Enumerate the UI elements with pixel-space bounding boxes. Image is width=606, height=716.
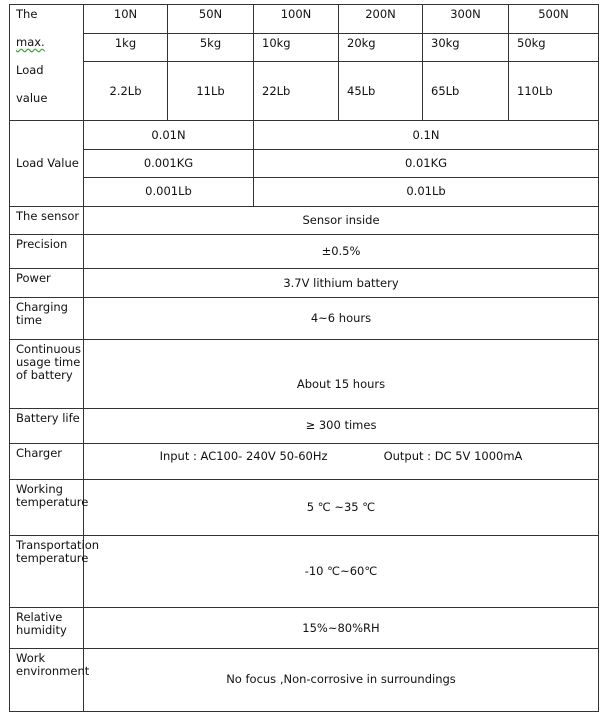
charger-input: Input : AC100- 240V 50-60Hz xyxy=(159,448,328,463)
capacity-200n: 200N xyxy=(339,5,423,34)
work-environment-label: Work environment xyxy=(10,648,84,711)
relative-humidity-value: 15%~80%RH xyxy=(84,608,599,648)
sensor-row xyxy=(10,206,599,234)
precision-row xyxy=(10,234,599,268)
load-value-label: Load Value xyxy=(10,121,84,206)
continuous-usage-label: Continuous usage time of battery xyxy=(10,340,84,408)
working-temperature-label: Working temperature xyxy=(10,479,84,535)
capacity-20kg: 20kg xyxy=(339,33,423,62)
capacity-110lb: 110Lb xyxy=(509,62,599,121)
load-value-0-01n: 0.01N xyxy=(84,121,254,149)
relative-humidity-label: Relative humidity xyxy=(10,608,84,648)
header-label-line-1: The xyxy=(16,7,38,21)
precision-value: ±0.5% xyxy=(84,234,599,268)
load-value-0-001lb: 0.001Lb xyxy=(84,177,254,206)
continuous-usage-row xyxy=(10,340,599,408)
load-value-row-lb xyxy=(10,177,599,206)
capacity-45lb: 45Lb xyxy=(339,62,423,121)
max-load-value-label xyxy=(10,5,84,121)
capacity-500n: 500N xyxy=(509,5,599,34)
capacity-kg-row xyxy=(10,33,599,62)
charger-output: Output : DC 5V 1000mA xyxy=(383,448,523,463)
specification-table xyxy=(9,4,599,712)
charging-time-value: 4~6 hours xyxy=(84,298,599,340)
charger-value xyxy=(84,443,599,479)
load-value-0-01lb: 0.01Lb xyxy=(254,177,599,206)
battery-life-label: Battery life xyxy=(10,408,84,443)
power-value: 3.7V lithium battery xyxy=(84,269,599,298)
sensor-value: Sensor inside xyxy=(84,206,599,234)
capacity-65lb: 65Lb xyxy=(423,62,509,121)
battery-life-value: ≥ 300 times xyxy=(84,408,599,443)
capacity-100n: 100N xyxy=(254,5,339,34)
work-environment-row xyxy=(10,648,599,711)
capacity-10n: 10N xyxy=(84,5,168,34)
capacity-lb-row xyxy=(10,62,599,121)
capacity-1kg: 1kg xyxy=(84,33,168,62)
capacity-22lb: 22Lb xyxy=(254,62,339,121)
working-temperature-value: 5 ℃ ~35 ℃ xyxy=(84,479,599,535)
capacity-newton-row xyxy=(10,5,599,34)
capacity-2-2lb: 2.2Lb xyxy=(84,62,168,121)
charging-time-row xyxy=(10,298,599,340)
continuous-usage-value: About 15 hours xyxy=(84,340,599,408)
load-value-row-n xyxy=(10,121,599,149)
transportation-temperature-label: Transportation temperature xyxy=(10,536,84,608)
header-label-line-4: value xyxy=(16,91,48,105)
power-label: Power xyxy=(10,269,84,298)
load-value-row-kg xyxy=(10,149,599,177)
precision-label: Precision xyxy=(10,234,84,268)
relative-humidity-row xyxy=(10,608,599,648)
header-label-line-2: max. xyxy=(16,35,45,49)
load-value-0-001kg: 0.001KG xyxy=(84,149,254,177)
transportation-temperature-value: -10 ℃~60℃ xyxy=(84,536,599,608)
capacity-300n: 300N xyxy=(423,5,509,34)
charging-time-label: Charging time xyxy=(10,298,84,340)
sensor-label: The sensor xyxy=(10,206,84,234)
charger-row xyxy=(10,443,599,479)
charger-label: Charger xyxy=(10,443,84,479)
power-row xyxy=(10,269,599,298)
capacity-30kg: 30kg xyxy=(423,33,509,62)
capacity-50n: 50N xyxy=(168,5,254,34)
capacity-10kg: 10kg xyxy=(254,33,339,62)
transportation-temperature-row xyxy=(10,536,599,608)
load-value-0-1n: 0.1N xyxy=(254,121,599,149)
battery-life-row xyxy=(10,408,599,443)
capacity-11lb: 11Lb xyxy=(168,62,254,121)
capacity-50kg: 50kg xyxy=(509,33,599,62)
spec-sheet xyxy=(9,4,598,712)
header-label-line-3: Load xyxy=(16,63,44,77)
load-value-0-01kg: 0.01KG xyxy=(254,149,599,177)
capacity-5kg: 5kg xyxy=(168,33,254,62)
work-environment-value: No focus ,Non-corrosive in surroundings xyxy=(84,648,599,711)
working-temperature-row xyxy=(10,479,599,535)
